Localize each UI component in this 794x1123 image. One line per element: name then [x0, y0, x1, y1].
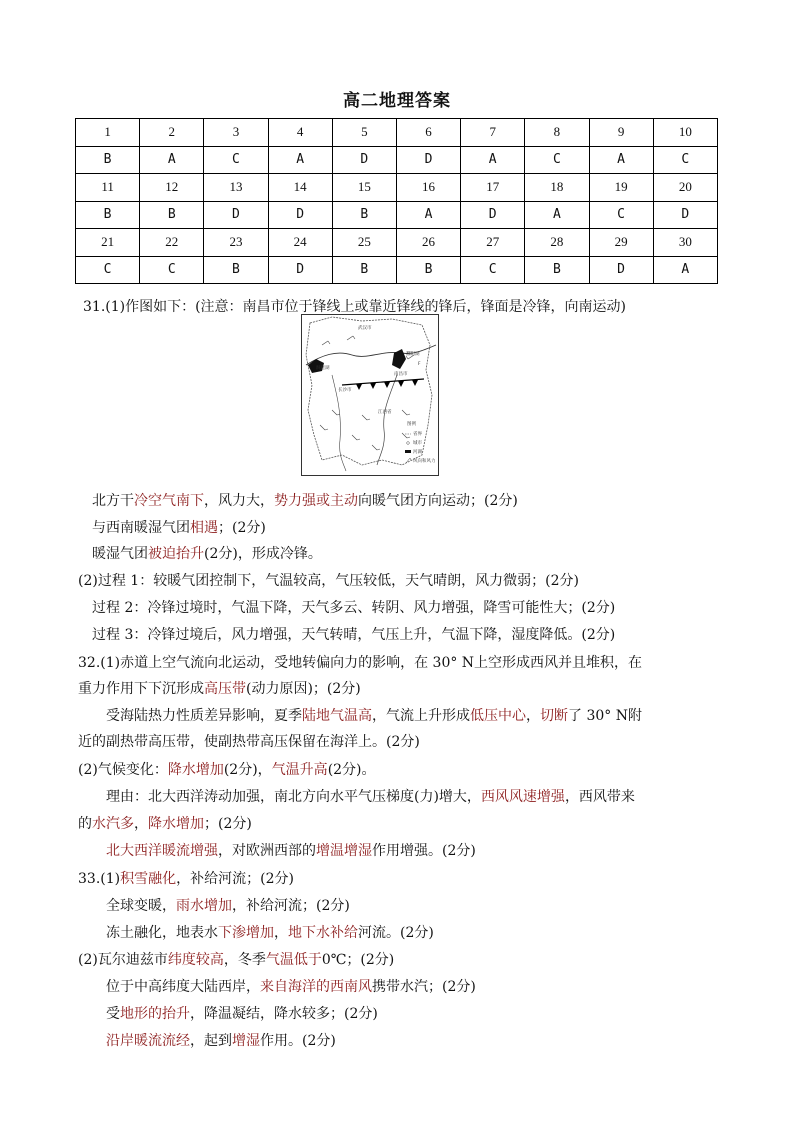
question-number-cell: 20	[653, 174, 717, 202]
question-number-cell: 22	[140, 229, 204, 257]
answer-letter-row	[76, 256, 718, 284]
answer-cell: D	[268, 256, 332, 284]
answer-text: 北方干	[92, 493, 134, 509]
answer-cell: C	[653, 146, 717, 174]
answer-text: (2分)。	[327, 762, 376, 778]
answer-cell: B	[76, 201, 140, 229]
answer-line	[106, 897, 350, 915]
question-number-cell: 1	[76, 119, 140, 147]
map-legend	[405, 420, 436, 464]
answer-letter-row	[76, 201, 718, 229]
key-point-text: 来自海洋的西南风	[260, 979, 372, 995]
map-label-nanchang: 南昌市	[394, 372, 408, 377]
answer-cell: C	[525, 146, 589, 174]
answer-line	[106, 1005, 378, 1023]
answer-cell: A	[525, 201, 589, 229]
answer-cell: D	[461, 201, 525, 229]
map-label-jiangxi: 江西省	[378, 410, 392, 415]
answer-text: 全球变暖，	[106, 898, 176, 914]
answer-text: ，气流上升形成	[372, 708, 470, 724]
answer-cell: C	[204, 146, 268, 174]
answer-text: 作用增强。(2分)	[372, 843, 476, 859]
question-number-cell: 7	[461, 119, 525, 147]
key-point-text: 低压中心	[470, 708, 526, 724]
answer-cell: A	[268, 146, 332, 174]
question-number-cell: 24	[268, 229, 332, 257]
question-number-cell: 19	[589, 174, 653, 202]
answer-text: ；(2分)	[218, 520, 266, 536]
key-point-text: 势力强或主动	[274, 493, 358, 509]
answer-line	[106, 788, 635, 806]
answer-line	[106, 1032, 336, 1050]
key-point-text: 降水增加	[148, 816, 204, 832]
answer-line	[106, 924, 434, 942]
answer-text: 重力作用下下沉形成	[78, 681, 204, 697]
question-number-cell: 26	[396, 229, 460, 257]
key-point-text: 纬度较高	[167, 952, 224, 968]
answer-line	[106, 978, 476, 996]
answer-cell: A	[589, 146, 653, 174]
answer-cell: A	[461, 146, 525, 174]
cold-front-line	[342, 379, 424, 385]
key-point-text: 增湿	[232, 1033, 260, 1049]
answer-text: 与西南暖湿气团	[92, 520, 190, 536]
answer-line	[78, 680, 361, 698]
key-point-text: 气温升高	[271, 762, 328, 778]
legend-title: 图例	[407, 422, 416, 427]
answer-text: 过程 2：冷锋过境时，气温下降，天气多云、转阴、风力增强，降雪可能性大；(2分)	[92, 600, 616, 616]
answer-cell: C	[140, 256, 204, 284]
answer-line	[78, 654, 642, 672]
answer-cell: D	[268, 201, 332, 229]
question-number-cell: 28	[525, 229, 589, 257]
answer-cell: D	[204, 201, 268, 229]
answer-cell: B	[396, 256, 460, 284]
answer-text: 携带水汽；(2分)	[372, 979, 476, 995]
answer-text: ，补给河流；(2分)	[176, 871, 294, 887]
question-number-cell: 14	[268, 174, 332, 202]
question-number-cell: 8	[525, 119, 589, 147]
answer-line	[92, 519, 266, 537]
question-number-cell: 12	[140, 174, 204, 202]
map-label-changsha: 长沙市	[338, 388, 352, 393]
answer-line	[92, 545, 322, 563]
answer-text: ，降温凝结，降水较多；(2分)	[190, 1006, 378, 1022]
answer-text: 的	[78, 816, 92, 832]
gan-river	[377, 375, 397, 465]
map-svg	[302, 315, 438, 475]
question-number-cell: 3	[204, 119, 268, 147]
map-label-dongting: 洞庭湖	[316, 366, 330, 371]
answer-line	[78, 733, 420, 751]
answer-cell: A	[140, 146, 204, 174]
answer-text: (2分)，	[223, 762, 272, 778]
answer-text: 33.(1)	[78, 871, 121, 887]
key-point-text: 陆地气温高	[302, 708, 372, 724]
key-point-text: 沿岸暖流流经	[106, 1033, 190, 1049]
answer-text: (2分)，形成冷锋。	[204, 546, 322, 562]
answer-text: (2)气候变化：	[78, 762, 168, 778]
page-title: 高二地理答案	[343, 91, 451, 111]
question-number-cell: 4	[268, 119, 332, 147]
answer-line	[83, 298, 626, 316]
key-point-text: 西风风速增强	[480, 789, 565, 805]
legend-lake: 河湖	[413, 450, 422, 455]
question-number-cell: 6	[396, 119, 460, 147]
key-point-text: 相遇	[190, 520, 218, 536]
key-point-text: 被迫抬升	[148, 546, 204, 562]
answer-cell: B	[332, 201, 396, 229]
answer-letter-row	[76, 146, 718, 174]
key-point-text: 积雪融化	[120, 871, 177, 887]
question-number-row	[76, 229, 718, 257]
answer-cell: D	[332, 146, 396, 174]
legend-border: 省界	[413, 432, 422, 437]
key-point-text: 地下水补给	[288, 925, 358, 941]
question-number-cell: 2	[140, 119, 204, 147]
answer-text: (2)瓦尔迪兹市	[78, 952, 168, 968]
map-label-poyang: 鄱阳湖	[406, 352, 420, 357]
answer-text: 31.(1)作图如下：(注意：南昌市位于锋线上或靠近锋线的锋后，锋面是冷锋，向南运动)	[83, 299, 627, 315]
answer-text: 理由：北大西洋涛动加强，南北方向水平气压梯度(力)增大，	[106, 789, 481, 805]
map-label-wuhan: 武汉市	[358, 326, 372, 331]
question-number-cell: 30	[653, 229, 717, 257]
question-number-cell: 10	[653, 119, 717, 147]
answer-line	[78, 761, 376, 779]
answer-text: 了 30° N附	[568, 708, 642, 724]
answer-cell: C	[76, 256, 140, 284]
answer-text: ，	[274, 925, 288, 941]
key-point-text: 水汽多	[92, 816, 134, 832]
answer-text: 受	[106, 1006, 120, 1022]
map-label-front: F	[418, 362, 421, 367]
answer-table	[75, 118, 718, 284]
answer-line	[78, 870, 294, 888]
answer-text: 受海陆热力性质差异影响，夏季	[106, 708, 302, 724]
question-number-cell: 9	[589, 119, 653, 147]
answer-cell: A	[396, 201, 460, 229]
answer-line	[92, 599, 615, 617]
question-number-cell: 21	[76, 229, 140, 257]
answer-text: ，	[134, 816, 148, 832]
key-point-text: 切断	[540, 708, 568, 724]
answer-text: ，	[526, 708, 540, 724]
answer-cell: B	[76, 146, 140, 174]
answer-text: 暖湿气团	[92, 546, 148, 562]
poyang-lake	[392, 349, 406, 369]
answer-cell: C	[589, 201, 653, 229]
answer-text: 冻土融化，地表水	[106, 925, 218, 941]
answer-line	[106, 707, 642, 725]
key-point-text: 地形的抬升	[120, 1006, 190, 1022]
key-point-text: 高压带	[204, 681, 246, 697]
answer-cell: C	[461, 256, 525, 284]
question-number-row	[76, 174, 718, 202]
question-number-cell: 18	[525, 174, 589, 202]
key-point-text: 雨水增加	[176, 898, 232, 914]
question-number-row	[76, 119, 718, 147]
key-point-text: 北大西洋暖流增强	[106, 843, 218, 859]
answer-text: ，对欧洲西部的	[218, 843, 316, 859]
question-number-cell: 15	[332, 174, 396, 202]
answer-text: (2)过程 1：较暖气团控制下，气温较高，气压较低，天气晴朗，风力微弱；(2分)	[78, 573, 580, 589]
answer-text: 近的副热带高压带，使副热带高压保留在海洋上。(2分)	[78, 734, 420, 750]
question-number-cell: 25	[332, 229, 396, 257]
answer-cell: D	[396, 146, 460, 174]
legend-city: 城市	[413, 441, 422, 446]
key-point-text: 增温增湿	[316, 843, 372, 859]
answer-cell: B	[525, 256, 589, 284]
answer-cell: A	[653, 256, 717, 284]
answer-text: 作用。(2分)	[260, 1033, 336, 1049]
question-number-cell: 5	[332, 119, 396, 147]
answer-line	[78, 951, 394, 969]
answer-cell: D	[589, 256, 653, 284]
key-point-text: 降水增加	[167, 762, 224, 778]
question-number-cell: 16	[396, 174, 460, 202]
answer-text: ，补给河流；(2分)	[232, 898, 350, 914]
answer-text: 过程 3：冷锋过境后，风力增强，天气转晴，气压上升，气温下降，湿度降低。(2分)	[92, 627, 616, 643]
answer-text: 0℃；(2分)	[321, 952, 395, 968]
question-number-cell: 29	[589, 229, 653, 257]
answer-text: 位于中高纬度大陆西岸，	[106, 979, 260, 995]
answer-line	[78, 815, 252, 833]
key-point-text: 冷空气南下	[134, 493, 204, 509]
legend-wind: 风向和风力	[413, 459, 436, 464]
answer-cell: B	[204, 256, 268, 284]
question-number-cell: 13	[204, 174, 268, 202]
key-point-text: 气温低于	[265, 952, 322, 968]
front-map-figure	[301, 314, 439, 476]
answer-text: ，风力大，	[204, 493, 274, 509]
answer-text: (动力原因)；(2分)	[246, 681, 361, 697]
key-point-text: 下渗增加	[218, 925, 274, 941]
question-number-cell: 27	[461, 229, 525, 257]
answer-cell: B	[332, 256, 396, 284]
answer-line	[92, 492, 518, 510]
answer-cell: B	[140, 201, 204, 229]
question-number-cell: 23	[204, 229, 268, 257]
answer-line	[78, 572, 579, 590]
answer-text: 向暖气团方向运动；(2分)	[358, 493, 518, 509]
question-number-cell: 11	[76, 174, 140, 202]
answer-text: ，西风带来	[564, 789, 635, 805]
answer-text: ，起到	[190, 1033, 232, 1049]
answer-text: 河流。(2分)	[358, 925, 434, 941]
question-number-cell: 17	[461, 174, 525, 202]
answer-text: ，冬季	[223, 952, 266, 968]
answer-cell: D	[653, 201, 717, 229]
answer-text: 32.(1)赤道上空气流向北运动，受地转偏向力的影响，在 30° N上空形成西风并且堆积，在	[78, 655, 643, 671]
answer-line	[106, 842, 476, 860]
answer-text: ；(2分)	[204, 816, 252, 832]
answer-line	[92, 626, 615, 644]
